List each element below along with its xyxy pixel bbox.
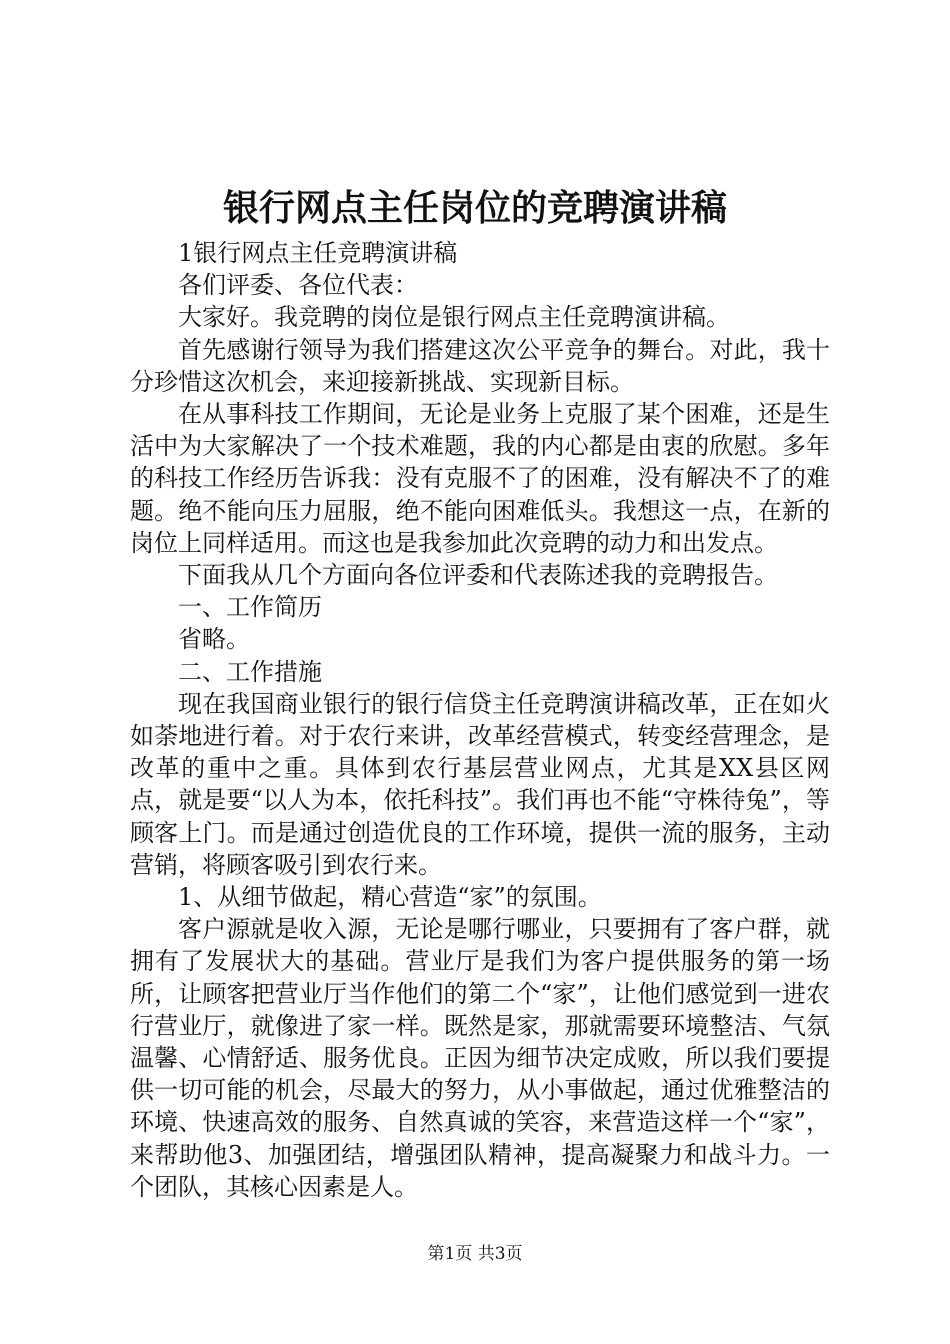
paragraph-heading-line: 1银行网点主任竞聘演讲稿 <box>178 239 458 267</box>
paragraph-salutation: 各们评委、各位代表： <box>178 271 418 300</box>
paragraph-thanks: 首先感谢行领导为我们搭建这次公平竞争的舞台。对此，我十分珍惜这次机会，来迎接新挑战、实现新目标。 <box>130 335 830 396</box>
document-title: 银行网点主任岗位的竞聘演讲稿 <box>222 187 727 229</box>
paragraph-intro-report: 下面我从几个方面向各位评委和代表陈述我的竞聘报告。 <box>178 561 778 590</box>
paragraph-reform: 现在我国商业银行的银行信贷主任竞聘演讲稿改革，正在如火如荼地进行着。对于农行来讲，改革经营模式，转变经营理念，是改革的重中之重。具体到农行基层营业网点，尤其是XX县区网点，就是要“以人为本，依托科技”。我们再也不能“守株待兔”，等顾客上门。而是通过创造优良的工作环境，提供一流的服务，主动营销，将顾客吸引到农行来。 <box>130 689 830 879</box>
subheading-details: 1、从细节做起，精心营造“家”的氛围。 <box>178 883 602 912</box>
document-body <box>130 237 830 1203</box>
section-heading-resume: 一、工作简历 <box>178 593 322 622</box>
paragraph-customers: 客户源就是收入源，无论是哪行哪业，只要拥有了客户群，就拥有了发展状大的基础。营业厅是我们为客户提供服务的第一场所，让顾客把营业厅当作他们的第二个“家”，让他们感觉到一进农行营业厅，就像进了家一样。既然是家，那就需要环境整洁、气氛温馨、心情舒适、服务优良。正因为细节决定成败，所以我们要提供一切可能的机会，尽最大的努力，从小事做起，通过优雅整洁的环境、快速高效的服务、自然真诚的笑容，来营造这样一个“家”，来帮助他3、加强团结，增强团队精神，提高凝聚力和战斗力。一个团队，其核心因素是人。 <box>130 915 830 1201</box>
paragraph-omitted: 省略。 <box>178 625 250 654</box>
page-number-footer: 第1页 共3页 <box>427 1244 523 1264</box>
section-heading-measures: 二、工作措施 <box>178 657 322 686</box>
paragraph-experience: 在从事科技工作期间，无论是业务上克服了某个困难，还是生活中为大家解决了一个技术难题，我的内心都是由衷的欣慰。多年的科技工作经历告诉我：没有克服不了的困难，没有解决不了的难题。绝不能向压力屈服，绝不能向困难低头。我想这一点，在新的岗位上同样适用。而这也是我参加此次竞聘的动力和出发点。 <box>130 400 830 557</box>
paragraph-greeting: 大家好。我竞聘的岗位是银行网点主任竞聘演讲稿。 <box>178 303 730 332</box>
